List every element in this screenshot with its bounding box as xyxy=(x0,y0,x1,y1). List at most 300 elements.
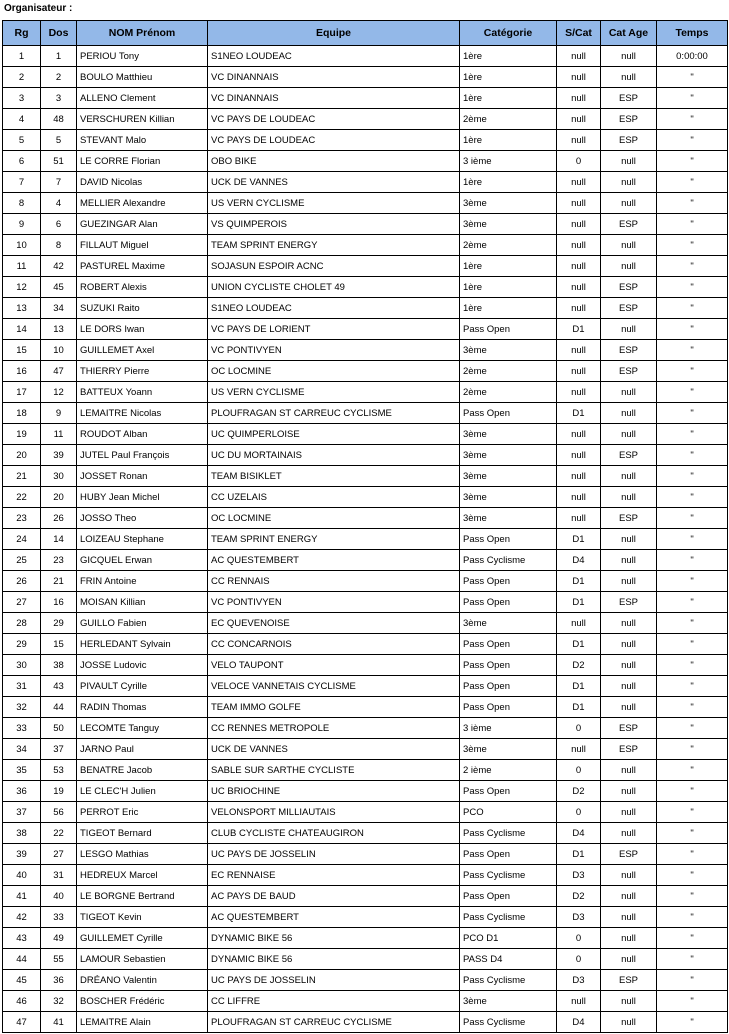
cell-team: VS QUIMPEROIS xyxy=(208,214,460,235)
table-row xyxy=(3,151,728,172)
cell-category: Pass Cyclisme xyxy=(460,1012,557,1033)
cell-category: PCO xyxy=(460,802,557,823)
cell-team: VC DINANNAIS xyxy=(208,67,460,88)
cell-age-category: null xyxy=(601,823,657,844)
cell-age-category: ESP xyxy=(601,718,657,739)
table-row xyxy=(3,1012,728,1033)
cell-time: " xyxy=(657,424,728,445)
cell-bib: 29 xyxy=(41,613,77,634)
col-header-name: NOM Prénom xyxy=(77,21,208,46)
cell-age-category: null xyxy=(601,928,657,949)
cell-time: " xyxy=(657,319,728,340)
cell-time: " xyxy=(657,88,728,109)
cell-name: HEDREUX Marcel xyxy=(77,865,208,886)
cell-subcategory: D1 xyxy=(557,697,601,718)
cell-bib: 56 xyxy=(41,802,77,823)
cell-name: GUILLO Fabien xyxy=(77,613,208,634)
cell-bib: 44 xyxy=(41,697,77,718)
cell-category: Pass Cyclisme xyxy=(460,865,557,886)
cell-team: TEAM SPRINT ENERGY xyxy=(208,529,460,550)
cell-category: Pass Open xyxy=(460,676,557,697)
cell-age-category: ESP xyxy=(601,109,657,130)
cell-subcategory: D2 xyxy=(557,781,601,802)
table-row xyxy=(3,802,728,823)
cell-team: UC QUIMPERLOISE xyxy=(208,424,460,445)
cell-team: CC RENNES METROPOLE xyxy=(208,718,460,739)
cell-subcategory: 0 xyxy=(557,928,601,949)
cell-age-category: ESP xyxy=(601,340,657,361)
cell-bib: 4 xyxy=(41,193,77,214)
cell-age-category: null xyxy=(601,634,657,655)
cell-category: 3 ième xyxy=(460,151,557,172)
cell-rank: 9 xyxy=(3,214,41,235)
cell-category: Pass Cyclisme xyxy=(460,907,557,928)
table-row xyxy=(3,571,728,592)
cell-team: UC PAYS DE JOSSELIN xyxy=(208,970,460,991)
cell-time: " xyxy=(657,613,728,634)
cell-name: DAVID Nicolas xyxy=(77,172,208,193)
cell-age-category: ESP xyxy=(601,739,657,760)
cell-time: " xyxy=(657,382,728,403)
table-row xyxy=(3,739,728,760)
cell-time: " xyxy=(657,67,728,88)
cell-subcategory: null xyxy=(557,382,601,403)
cell-bib: 32 xyxy=(41,991,77,1012)
cell-subcategory: D1 xyxy=(557,571,601,592)
cell-category: Pass Open xyxy=(460,697,557,718)
cell-subcategory: null xyxy=(557,340,601,361)
cell-subcategory: D1 xyxy=(557,592,601,613)
cell-name: TIGEOT Kevin xyxy=(77,907,208,928)
cell-subcategory: 0 xyxy=(557,151,601,172)
cell-name: FILLAUT Miguel xyxy=(77,235,208,256)
cell-age-category: null xyxy=(601,550,657,571)
cell-name: LEMAITRE Alain xyxy=(77,1012,208,1033)
cell-category: Pass Open xyxy=(460,403,557,424)
cell-subcategory: null xyxy=(557,235,601,256)
cell-age-category: ESP xyxy=(601,361,657,382)
cell-time: " xyxy=(657,697,728,718)
table-row xyxy=(3,214,728,235)
cell-rank: 18 xyxy=(3,403,41,424)
cell-team: VC DINANNAIS xyxy=(208,88,460,109)
cell-rank: 26 xyxy=(3,571,41,592)
cell-bib: 20 xyxy=(41,487,77,508)
cell-time: " xyxy=(657,592,728,613)
cell-age-category: null xyxy=(601,907,657,928)
table-row xyxy=(3,991,728,1012)
table-row xyxy=(3,697,728,718)
cell-rank: 35 xyxy=(3,760,41,781)
cell-name: VERSCHUREN Killian xyxy=(77,109,208,130)
cell-subcategory: D1 xyxy=(557,403,601,424)
cell-rank: 27 xyxy=(3,592,41,613)
cell-name: LE CLEC'H Julien xyxy=(77,781,208,802)
cell-category: 1ère xyxy=(460,130,557,151)
cell-age-category: null xyxy=(601,235,657,256)
cell-name: LAMOUR Sebastien xyxy=(77,949,208,970)
cell-subcategory: D1 xyxy=(557,529,601,550)
col-header-time: Temps xyxy=(657,21,728,46)
cell-rank: 47 xyxy=(3,1012,41,1033)
cell-category: 3ème xyxy=(460,214,557,235)
cell-category: Pass Cyclisme xyxy=(460,970,557,991)
cell-age-category: null xyxy=(601,697,657,718)
cell-category: 1ère xyxy=(460,67,557,88)
cell-bib: 33 xyxy=(41,907,77,928)
cell-team: UC DU MORTAINAIS xyxy=(208,445,460,466)
cell-rank: 44 xyxy=(3,949,41,970)
cell-name: LECOMTE Tanguy xyxy=(77,718,208,739)
cell-subcategory: null xyxy=(557,256,601,277)
table-row xyxy=(3,277,728,298)
cell-bib: 40 xyxy=(41,886,77,907)
cell-time: " xyxy=(657,508,728,529)
cell-category: Pass Open xyxy=(460,844,557,865)
cell-name: LE DORS Iwan xyxy=(77,319,208,340)
cell-category: 1ère xyxy=(460,88,557,109)
table-row xyxy=(3,970,728,991)
cell-time: " xyxy=(657,844,728,865)
header-row xyxy=(3,21,728,46)
cell-subcategory: D1 xyxy=(557,634,601,655)
cell-rank: 5 xyxy=(3,130,41,151)
cell-time: 0:00:00 xyxy=(657,46,728,67)
cell-name: ROUDOT Alban xyxy=(77,424,208,445)
cell-age-category: null xyxy=(601,151,657,172)
cell-team: VC PAYS DE LORIENT xyxy=(208,319,460,340)
cell-team: PLOUFRAGAN ST CARREUC CYCLISME xyxy=(208,403,460,424)
cell-subcategory: null xyxy=(557,613,601,634)
table-row xyxy=(3,634,728,655)
cell-age-category: ESP xyxy=(601,130,657,151)
cell-category: Pass Open xyxy=(460,529,557,550)
cell-bib: 14 xyxy=(41,529,77,550)
cell-bib: 48 xyxy=(41,109,77,130)
cell-subcategory: null xyxy=(557,445,601,466)
cell-subcategory: D4 xyxy=(557,1012,601,1033)
col-header-team: Equipe xyxy=(208,21,460,46)
cell-age-category: null xyxy=(601,487,657,508)
table-row xyxy=(3,718,728,739)
cell-time: " xyxy=(657,550,728,571)
cell-rank: 15 xyxy=(3,340,41,361)
cell-bib: 6 xyxy=(41,214,77,235)
col-header-rank: Rg xyxy=(3,21,41,46)
cell-age-category: null xyxy=(601,781,657,802)
cell-name: MOISAN Killian xyxy=(77,592,208,613)
table-row xyxy=(3,886,728,907)
cell-age-category: null xyxy=(601,949,657,970)
cell-category: 1ère xyxy=(460,172,557,193)
cell-team: VC PONTIVYEN xyxy=(208,592,460,613)
cell-bib: 3 xyxy=(41,88,77,109)
cell-name: ROBERT Alexis xyxy=(77,277,208,298)
cell-age-category: ESP xyxy=(601,508,657,529)
cell-subcategory: null xyxy=(557,466,601,487)
cell-name: DRÉANO Valentin xyxy=(77,970,208,991)
cell-bib: 27 xyxy=(41,844,77,865)
cell-team: CC LIFFRE xyxy=(208,991,460,1012)
cell-time: " xyxy=(657,760,728,781)
cell-age-category: null xyxy=(601,172,657,193)
table-row xyxy=(3,403,728,424)
cell-time: " xyxy=(657,928,728,949)
cell-category: 3ème xyxy=(460,613,557,634)
cell-category: 3ème xyxy=(460,193,557,214)
cell-name: GUEZINGAR Alan xyxy=(77,214,208,235)
cell-age-category: null xyxy=(601,865,657,886)
cell-team: EC RENNAISE xyxy=(208,865,460,886)
cell-age-category: null xyxy=(601,571,657,592)
cell-team: AC QUESTEMBERT xyxy=(208,550,460,571)
cell-age-category: null xyxy=(601,613,657,634)
cell-age-category: null xyxy=(601,466,657,487)
table-row xyxy=(3,823,728,844)
cell-rank: 45 xyxy=(3,970,41,991)
cell-category: Pass Open xyxy=(460,886,557,907)
cell-age-category: null xyxy=(601,67,657,88)
cell-team: S1NEO LOUDEAC xyxy=(208,46,460,67)
table-row xyxy=(3,88,728,109)
cell-time: " xyxy=(657,781,728,802)
cell-name: BATTEUX Yoann xyxy=(77,382,208,403)
cell-bib: 23 xyxy=(41,550,77,571)
cell-rank: 20 xyxy=(3,445,41,466)
cell-subcategory: null xyxy=(557,487,601,508)
cell-bib: 26 xyxy=(41,508,77,529)
cell-rank: 36 xyxy=(3,781,41,802)
cell-category: 1ère xyxy=(460,46,557,67)
cell-bib: 2 xyxy=(41,67,77,88)
cell-category: 2ème xyxy=(460,235,557,256)
cell-rank: 30 xyxy=(3,655,41,676)
cell-age-category: null xyxy=(601,424,657,445)
cell-bib: 36 xyxy=(41,970,77,991)
cell-category: 3ème xyxy=(460,466,557,487)
table-row xyxy=(3,256,728,277)
cell-team: UC PAYS DE JOSSELIN xyxy=(208,844,460,865)
table-row xyxy=(3,928,728,949)
table-row xyxy=(3,760,728,781)
cell-rank: 2 xyxy=(3,67,41,88)
cell-time: " xyxy=(657,1012,728,1033)
cell-category: 1ère xyxy=(460,277,557,298)
cell-time: " xyxy=(657,676,728,697)
cell-bib: 37 xyxy=(41,739,77,760)
cell-name: STEVANT Malo xyxy=(77,130,208,151)
cell-category: PASS D4 xyxy=(460,949,557,970)
cell-team: UNION CYCLISTE CHOLET 49 xyxy=(208,277,460,298)
cell-rank: 22 xyxy=(3,487,41,508)
cell-team: US VERN CYCLISME xyxy=(208,193,460,214)
cell-subcategory: 0 xyxy=(557,760,601,781)
cell-age-category: null xyxy=(601,193,657,214)
cell-time: " xyxy=(657,193,728,214)
cell-subcategory: null xyxy=(557,88,601,109)
cell-subcategory: null xyxy=(557,193,601,214)
cell-team: UC BRIOCHINE xyxy=(208,781,460,802)
cell-bib: 34 xyxy=(41,298,77,319)
cell-subcategory: 0 xyxy=(557,718,601,739)
cell-age-category: null xyxy=(601,382,657,403)
cell-age-category: null xyxy=(601,676,657,697)
cell-team: VELONSPORT MILLIAUTAIS xyxy=(208,802,460,823)
cell-subcategory: D4 xyxy=(557,823,601,844)
cell-time: " xyxy=(657,214,728,235)
cell-bib: 55 xyxy=(41,949,77,970)
cell-rank: 23 xyxy=(3,508,41,529)
cell-bib: 22 xyxy=(41,823,77,844)
cell-subcategory: null xyxy=(557,424,601,445)
cell-team: DYNAMIC BIKE 56 xyxy=(208,928,460,949)
cell-age-category: null xyxy=(601,991,657,1012)
cell-subcategory: null xyxy=(557,298,601,319)
cell-rank: 7 xyxy=(3,172,41,193)
cell-category: Pass Cyclisme xyxy=(460,823,557,844)
cell-bib: 42 xyxy=(41,256,77,277)
cell-team: OC LOCMINE xyxy=(208,508,460,529)
table-row xyxy=(3,340,728,361)
cell-time: " xyxy=(657,991,728,1012)
cell-time: " xyxy=(657,529,728,550)
cell-rank: 33 xyxy=(3,718,41,739)
cell-category: 3ème xyxy=(460,739,557,760)
cell-age-category: ESP xyxy=(601,277,657,298)
table-row xyxy=(3,445,728,466)
cell-name: JUTEL Paul François xyxy=(77,445,208,466)
col-header-age-category: Cat Age xyxy=(601,21,657,46)
table-row xyxy=(3,466,728,487)
cell-category: 3 ième xyxy=(460,718,557,739)
cell-category: 3ème xyxy=(460,991,557,1012)
cell-time: " xyxy=(657,487,728,508)
cell-rank: 46 xyxy=(3,991,41,1012)
cell-rank: 25 xyxy=(3,550,41,571)
cell-rank: 40 xyxy=(3,865,41,886)
cell-time: " xyxy=(657,466,728,487)
cell-subcategory: D4 xyxy=(557,550,601,571)
cell-category: Pass Open xyxy=(460,655,557,676)
cell-subcategory: null xyxy=(557,214,601,235)
cell-team: DYNAMIC BIKE 56 xyxy=(208,949,460,970)
cell-age-category: null xyxy=(601,760,657,781)
cell-rank: 6 xyxy=(3,151,41,172)
cell-age-category: null xyxy=(601,529,657,550)
cell-rank: 16 xyxy=(3,361,41,382)
cell-bib: 7 xyxy=(41,172,77,193)
cell-name: GICQUEL Erwan xyxy=(77,550,208,571)
cell-bib: 16 xyxy=(41,592,77,613)
cell-category: PCO D1 xyxy=(460,928,557,949)
cell-age-category: null xyxy=(601,46,657,67)
cell-age-category: null xyxy=(601,319,657,340)
cell-rank: 17 xyxy=(3,382,41,403)
cell-bib: 51 xyxy=(41,151,77,172)
cell-subcategory: null xyxy=(557,739,601,760)
cell-subcategory: null xyxy=(557,361,601,382)
cell-time: " xyxy=(657,970,728,991)
cell-bib: 5 xyxy=(41,130,77,151)
cell-rank: 8 xyxy=(3,193,41,214)
cell-bib: 9 xyxy=(41,403,77,424)
cell-name: HERLEDANT Sylvain xyxy=(77,634,208,655)
cell-time: " xyxy=(657,739,728,760)
cell-time: " xyxy=(657,340,728,361)
cell-time: " xyxy=(657,235,728,256)
table-row xyxy=(3,949,728,970)
cell-name: LE BORGNE Bertrand xyxy=(77,886,208,907)
cell-subcategory: null xyxy=(557,172,601,193)
cell-time: " xyxy=(657,298,728,319)
cell-time: " xyxy=(657,361,728,382)
cell-name: BOULO Matthieu xyxy=(77,67,208,88)
table-row xyxy=(3,865,728,886)
cell-subcategory: 0 xyxy=(557,949,601,970)
cell-subcategory: D2 xyxy=(557,886,601,907)
table-row xyxy=(3,361,728,382)
cell-category: 2ème xyxy=(460,382,557,403)
cell-time: " xyxy=(657,865,728,886)
table-row xyxy=(3,298,728,319)
table-row xyxy=(3,487,728,508)
cell-category: 3ème xyxy=(460,445,557,466)
table-row xyxy=(3,46,728,67)
cell-subcategory: 0 xyxy=(557,802,601,823)
cell-age-category: ESP xyxy=(601,298,657,319)
cell-rank: 12 xyxy=(3,277,41,298)
table-row xyxy=(3,382,728,403)
cell-name: GUILLEMET Axel xyxy=(77,340,208,361)
cell-category: 2ème xyxy=(460,109,557,130)
cell-subcategory: null xyxy=(557,130,601,151)
cell-team: AC PAYS DE BAUD xyxy=(208,886,460,907)
cell-rank: 11 xyxy=(3,256,41,277)
cell-rank: 42 xyxy=(3,907,41,928)
table-row xyxy=(3,613,728,634)
cell-bib: 50 xyxy=(41,718,77,739)
cell-team: UCK DE VANNES xyxy=(208,172,460,193)
cell-name: LEMAITRE Nicolas xyxy=(77,403,208,424)
cell-time: " xyxy=(657,886,728,907)
cell-bib: 30 xyxy=(41,466,77,487)
cell-age-category: null xyxy=(601,256,657,277)
cell-time: " xyxy=(657,172,728,193)
cell-age-category: ESP xyxy=(601,214,657,235)
cell-bib: 1 xyxy=(41,46,77,67)
cell-time: " xyxy=(657,130,728,151)
cell-age-category: null xyxy=(601,655,657,676)
cell-age-category: ESP xyxy=(601,970,657,991)
table-row xyxy=(3,592,728,613)
cell-team: VELOCE VANNETAIS CYCLISME xyxy=(208,676,460,697)
cell-name: SUZUKI Raito xyxy=(77,298,208,319)
cell-subcategory: null xyxy=(557,991,601,1012)
cell-rank: 4 xyxy=(3,109,41,130)
cell-subcategory: D1 xyxy=(557,844,601,865)
cell-category: Pass Open xyxy=(460,319,557,340)
cell-rank: 3 xyxy=(3,88,41,109)
cell-bib: 41 xyxy=(41,1012,77,1033)
cell-subcategory: null xyxy=(557,508,601,529)
cell-rank: 34 xyxy=(3,739,41,760)
cell-team: EC QUEVENOISE xyxy=(208,613,460,634)
cell-rank: 31 xyxy=(3,676,41,697)
cell-subcategory: D2 xyxy=(557,655,601,676)
table-row xyxy=(3,907,728,928)
cell-bib: 11 xyxy=(41,424,77,445)
cell-bib: 12 xyxy=(41,382,77,403)
